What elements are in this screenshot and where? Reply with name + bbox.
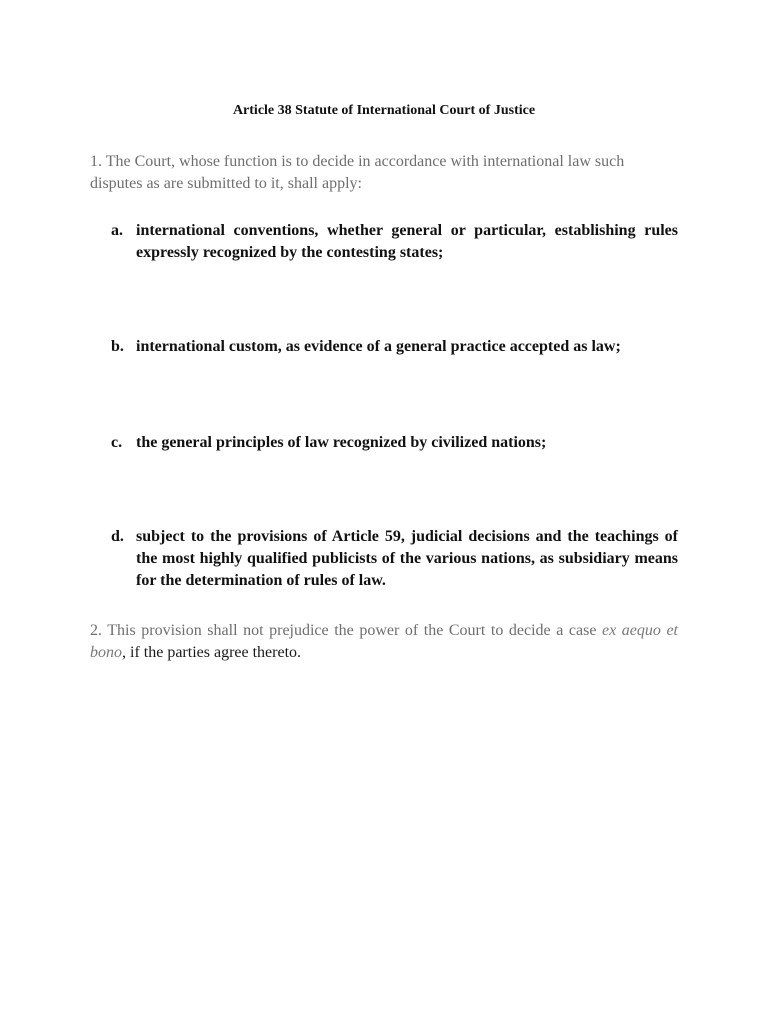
list-marker-b: b.: [111, 338, 124, 355]
paragraph-2: [90, 620, 678, 664]
paragraph-1: 1. The Court, whose function is to decide in accordance with international law such disputes as are submitted to it, shall apply:: [90, 153, 625, 192]
paragraph-2-tail: , if the parties agree thereto.: [122, 644, 302, 661]
list-marker-a: a.: [111, 222, 123, 239]
list-item-c: [111, 432, 678, 454]
list-item-d-text: subject to the provisions of Article 59, judicial decisions and the teachings of the most highly qualified publicists of the various nations, as subsidiary means for the determination of rules of law.: [136, 528, 678, 589]
list-item-a: [111, 220, 678, 264]
list-item-c-text: the general principles of law recognized by civilized nations;: [136, 434, 547, 451]
list-item-a-text: international conventions, whether general or particular, establishing rules expressly recognized by the contesting states;: [136, 222, 678, 261]
list-marker-c: c.: [111, 434, 123, 451]
list-item-d: [111, 526, 678, 592]
list-marker-d: d.: [111, 528, 124, 545]
list-item-b-text: international custom, as evidence of a general practice accepted as law;: [136, 338, 621, 355]
list-item-b: [111, 336, 678, 358]
paragraph-2-lead: 2. This provision shall not prejudice the power of the Court to decide a case: [90, 622, 603, 639]
document-title: Article 38 Statute of International Court of Justice: [232, 103, 536, 118]
paragraph-2-latin-phrase: ex aequo et bono: [90, 622, 679, 661]
